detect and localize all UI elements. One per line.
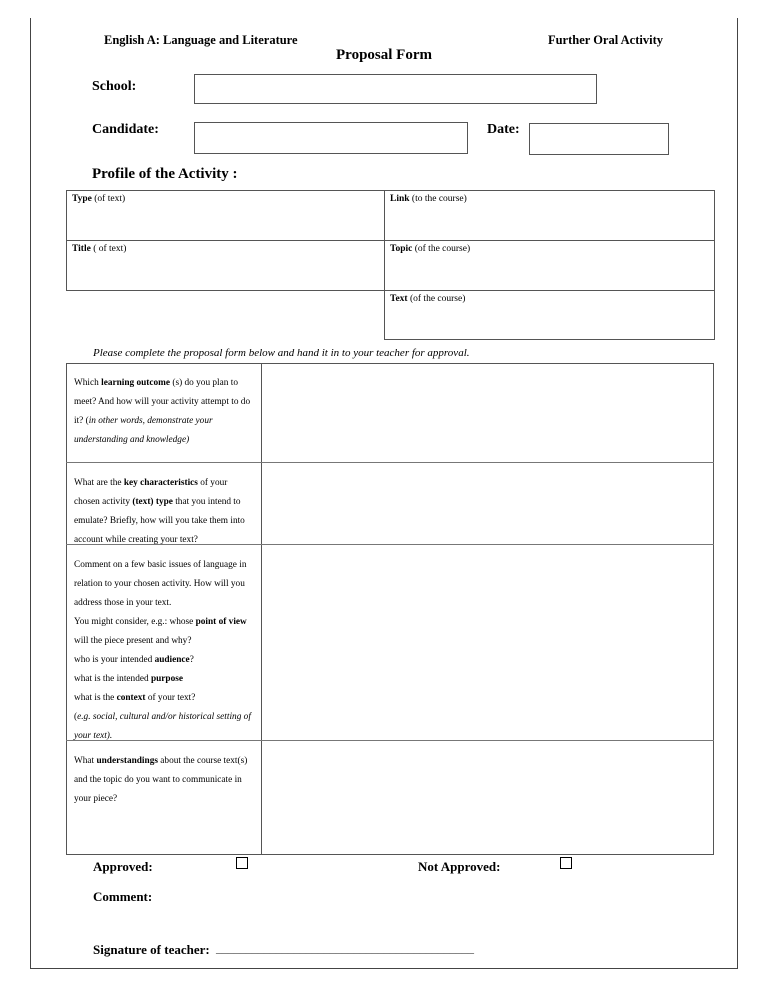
link-field[interactable] [384,190,715,241]
candidate-input[interactable] [194,122,468,154]
question-text-fragment: learning outcome [101,378,171,388]
course-name: English A: Language and Literature [104,33,298,47]
question-text-fragment: (s) do you plan to meet? And how will your activity attempt to do it? ( [74,378,251,426]
topic-hint: (of the course) [412,244,471,254]
answer-key-characteristics[interactable] [262,463,714,544]
question-text-fragment: of your chosen activity [74,478,228,507]
title-hint: ( of text) [90,244,127,254]
question-text-fragment: who is your intended [74,655,155,665]
question-text-fragment: understandings [96,756,158,766]
question-text-fragment: ( [74,712,78,722]
component-name: Further Oral Activity [547,33,663,47]
question-text-fragment: (text) type [132,497,173,507]
text-field[interactable] [384,290,715,340]
type-field[interactable] [66,190,385,241]
type-hint: (of text) [91,194,126,204]
question-text-fragment: context [116,693,146,703]
not-approved-checkbox[interactable] [560,857,572,869]
school-label: School: [92,79,137,94]
question-text-fragment: purpose [150,674,183,684]
signature-line[interactable]: ___________________________________________ [216,941,474,955]
question-text-fragment: e.g. social, cultural and/or historical setting of your text). [74,712,251,741]
question-text-fragment: Which [74,378,102,388]
question-understandings [66,744,262,817]
question-key-characteristics [66,466,262,558]
school-input[interactable] [194,74,597,104]
answer-learning-outcome[interactable] [262,364,714,462]
link-label: Link [390,194,410,204]
date-label: Date: [487,122,520,137]
candidate-label: Candidate: [92,122,159,137]
not-approved-label: Not Approved: [418,859,501,874]
form-title: Proposal Form [336,47,432,63]
title-label: Title [72,244,91,254]
question-text-fragment: What are the [74,478,124,488]
question-language-issues [66,548,262,754]
question-text-fragment: ? [189,655,194,665]
question-text-fragment: of your text? [145,693,196,703]
question-text-fragment: what is the [74,693,117,703]
answer-understandings[interactable] [262,741,714,855]
answer-language-issues[interactable] [262,545,714,740]
type-label: Type [72,194,92,204]
question-text-fragment: What [74,756,97,766]
text-hint: (of the course) [407,294,466,304]
question-text-fragment: point of view [195,617,247,627]
text-label: Text [390,294,408,304]
profile-heading: Profile of the Activity : [92,166,238,182]
topic-field[interactable] [384,240,715,291]
question-text-fragment: audience [154,655,190,665]
question-text-fragment: Comment on a few basic issues of language in relation to your chosen activity. How will you address those in your text. [74,560,247,608]
approved-label: Approved: [93,859,153,874]
instruction-text: Please complete the proposal form below and hand it in to your teacher for approval. [93,347,470,359]
question-text-fragment: in other words, demonstrate your understanding and knowledge) [74,416,213,445]
question-learning-outcome [66,366,262,458]
question-text-fragment: will the piece present and why? [74,636,192,646]
comment-label: Comment: [93,889,153,904]
signature-label: Signature of teacher: [93,942,210,957]
question-text-fragment: that you intend to emulate? Briefly, how will you take them into account while creating your text? [74,497,245,545]
approved-checkbox[interactable] [236,857,248,869]
topic-label: Topic [390,244,413,254]
question-text-fragment: key characteristics [123,478,198,488]
question-text-fragment: You might consider, e.g.: whose [74,617,196,627]
title-field[interactable] [66,240,385,291]
link-hint: (to the course) [409,194,467,204]
question-text-fragment: about the course text(s) and the topic do you want to communicate in your piece? [74,756,248,804]
date-input[interactable] [529,123,669,155]
question-text-fragment: what is the intended [74,674,151,684]
